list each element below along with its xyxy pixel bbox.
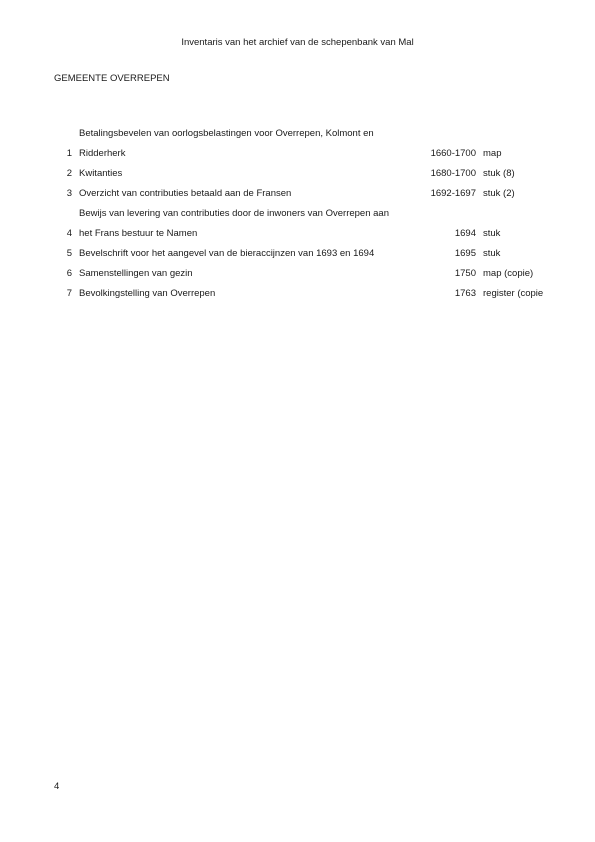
inventory-row bbox=[0, 284, 595, 304]
item-number: 7 bbox=[66, 288, 72, 299]
item-description: Overzicht van contributies betaald aan de Fransen bbox=[79, 188, 292, 199]
item-type: stuk bbox=[483, 228, 501, 239]
inventory-row bbox=[0, 164, 595, 184]
item-date: 1660-1700 bbox=[430, 148, 476, 159]
page-number: 4 bbox=[54, 781, 60, 792]
inventory-row bbox=[0, 144, 595, 164]
item-date: 1694 bbox=[454, 228, 476, 239]
item-number: 5 bbox=[66, 248, 72, 259]
item-number: 4 bbox=[66, 228, 72, 239]
item-date: 1695 bbox=[454, 248, 476, 259]
inventory-row bbox=[0, 224, 595, 244]
item-type: map (copie) bbox=[483, 268, 534, 279]
inventory-table bbox=[0, 124, 595, 304]
item-description: Betalingsbevelen van oorlogsbelastingen voor Overrepen, Kolmont en bbox=[79, 128, 374, 139]
item-description: Bevelschrift voor het aangevel van de bieraccijnzen van 1693 en 1694 bbox=[79, 248, 375, 259]
inventory-row bbox=[0, 124, 595, 144]
item-type: stuk (8) bbox=[483, 168, 515, 179]
item-type: stuk bbox=[483, 248, 501, 259]
item-date: 1680-1700 bbox=[430, 168, 476, 179]
item-date: 1763 bbox=[454, 288, 476, 299]
item-number: 1 bbox=[66, 148, 72, 159]
item-type: register (copie bbox=[483, 288, 544, 299]
item-description: Bevolkingstelling van Overrepen bbox=[79, 288, 216, 299]
item-date: 1692-1697 bbox=[430, 188, 476, 199]
item-type: map bbox=[483, 148, 502, 159]
inventory-row bbox=[0, 244, 595, 264]
item-description: het Frans bestuur te Namen bbox=[79, 228, 198, 239]
item-description: Bewijs van levering van contributies door de inwoners van Overrepen aan bbox=[79, 208, 389, 219]
item-number: 3 bbox=[66, 188, 72, 199]
section-title: GEMEENTE OVERREPEN bbox=[54, 73, 170, 84]
page-header: Inventaris van het archief van de schepenbank van Mal bbox=[181, 37, 414, 48]
item-date: 1750 bbox=[454, 268, 476, 279]
inventory-row bbox=[0, 204, 595, 224]
item-description: Ridderherk bbox=[79, 148, 126, 159]
inventory-row bbox=[0, 184, 595, 204]
item-description: Kwitanties bbox=[79, 168, 123, 179]
item-number: 2 bbox=[66, 168, 72, 179]
inventory-row bbox=[0, 264, 595, 284]
item-description: Samenstellingen van gezin bbox=[79, 268, 193, 279]
item-type: stuk (2) bbox=[483, 188, 515, 199]
item-number: 6 bbox=[66, 268, 72, 279]
